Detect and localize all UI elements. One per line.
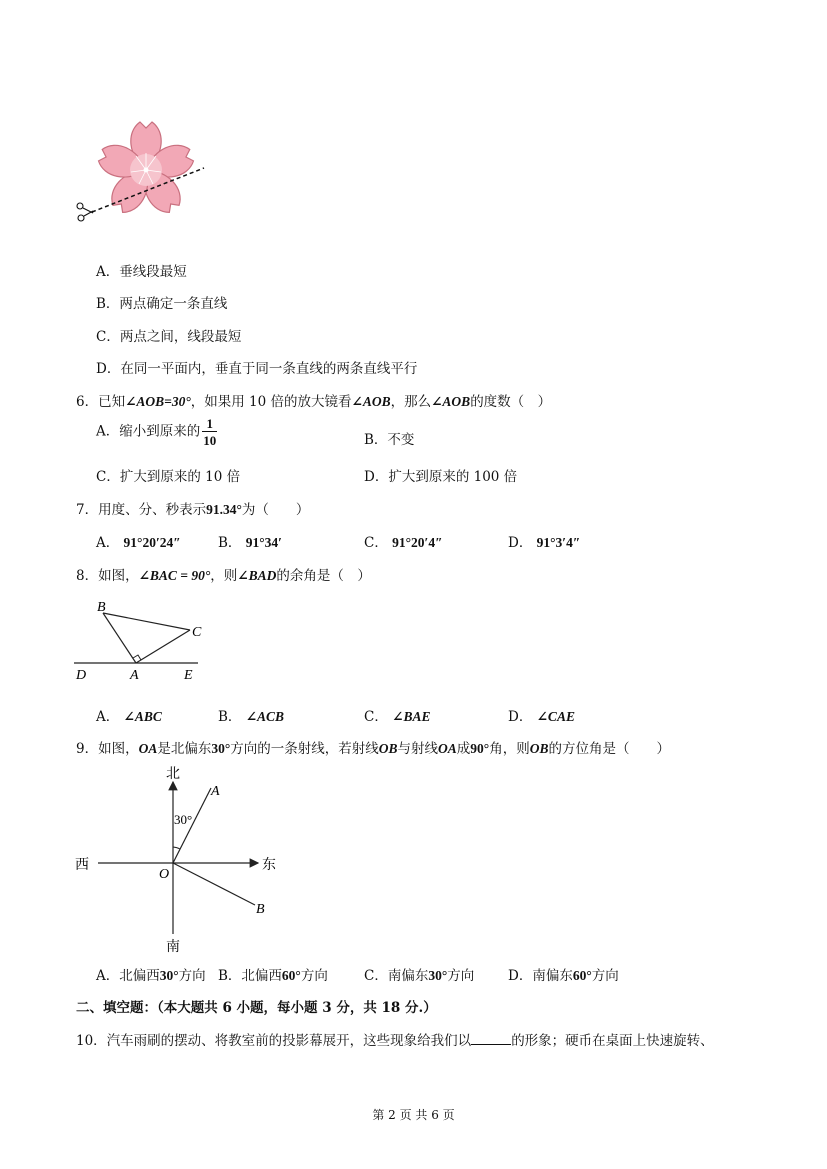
q8-option-a: A． ∠ABC [96,709,162,725]
q10-stem: 10．汽车雨刷的摆动、将教室前的投影幕展开，这些现象给我们以 的形象；硬币在桌面上快速旋转、 [76,1033,714,1049]
scissors-icon [77,203,93,221]
q9-label-south: 南 [166,940,180,955]
q6-option-c: C．扩大到原来的 10 倍 [96,469,241,485]
q9-option-d: D．南偏东60°方向 [508,968,619,984]
q8-label-d: D [76,668,87,683]
q9-option-a: A．北偏西30°方向 [96,968,206,984]
q8-label-e: E [184,668,193,683]
q6-option-d: D．扩大到原来的 100 倍 [364,469,518,485]
q9-compass-figure [70,762,290,957]
q5-option-d: D．在同一平面内，垂直于同一条直线的两条直线平行 [96,361,418,377]
q8-label-c: C [192,625,202,640]
q8-option-d: D． ∠CAE [508,709,575,725]
flower-scissors-figure [72,118,212,228]
q7-option-c: C． 91°20′4″ [364,535,443,551]
q7-option-b: B． 91°34′ [218,535,282,551]
q9-label-o: O [159,867,170,882]
q8-stem: 8．如图，∠BAC = 90°，则∠BAD的余角是（ ） [76,568,371,584]
q9-label-angle: 30° [174,812,193,827]
q9-option-b: B．北偏西60°方向 [218,968,328,984]
q7-option-a: A． 91°20′24″ [96,535,181,551]
q8-triangle-figure [70,596,220,686]
q6-option-a: A．缩小到原来的 $\frac{1}{10}$ [96,416,217,448]
q6-option-b: B．不变 [364,432,415,448]
q6-stem: 6．已知∠AOB=30°，如果用 10 倍的放大镜看∠AOB，那么∠AOB的度数（ ） [76,394,552,410]
q8-label-a: A [130,668,139,683]
section-2-title: 二、填空题：（本大题共 6 小题，每小题 3 分，共 18 分.） [76,1000,437,1016]
q9-label-north: 北 [166,767,180,782]
q9-label-b: B [256,902,265,917]
fraction-one-tenth: $\frac{1}{10}$ [203,416,217,448]
q9-label-west: 西 [75,858,89,873]
page-footer: 第 2 页 共 6 页 [372,1108,455,1122]
q7-option-d: D． 91°3′4″ [508,535,581,551]
q9-label-a: A [211,784,220,799]
q5-option-a: A．垂线段最短 [96,264,187,280]
q5-option-b: B．两点确定一条直线 [96,296,228,312]
q9-stem: 9．如图，OA是北偏东30°方向的一条射线，若射线OB与射线OA成90°角，则OB的方位角是（ ） [76,741,670,757]
fill-in-blank[interactable] [471,1032,511,1045]
q9-label-east: 东 [262,858,276,873]
q9-option-c: C．南偏东30°方向 [364,968,475,984]
q8-option-c: C． ∠BAE [364,709,431,725]
q7-stem: 7．用度、分、秒表示91.34°为（ ） [76,502,310,518]
q5-option-c: C．两点之间，线段最短 [96,329,242,345]
q8-option-b: B． ∠ACB [218,709,285,725]
q8-label-b: B [97,600,106,615]
